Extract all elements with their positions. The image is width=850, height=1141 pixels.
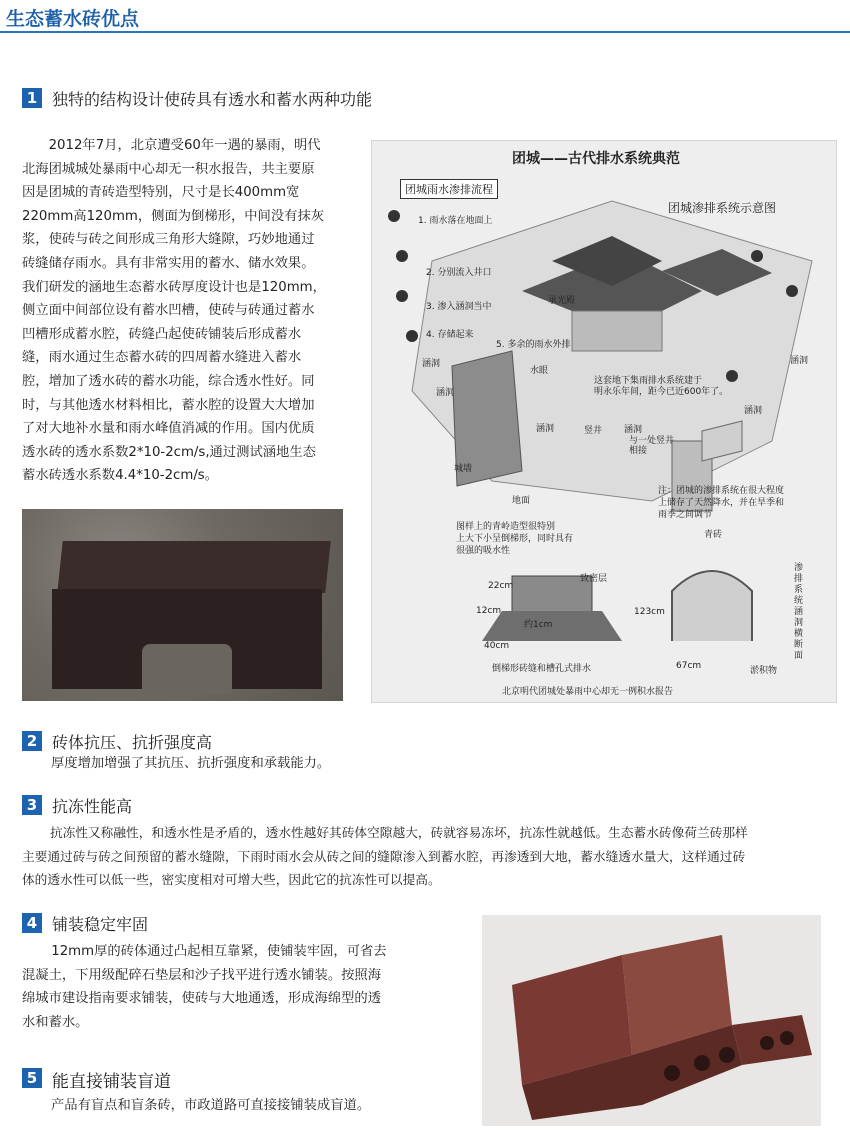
culvert-label: 涵洞 — [422, 359, 441, 369]
step-label: 2. 分别流入井口 — [426, 268, 492, 278]
paragraph-line: 腔，增加了透水砖的蓄水功能，综合透水性好。同 — [22, 373, 315, 389]
paragraph-line: 因是团城的青砖造型特别，尺寸是长400mm宽 — [22, 185, 300, 201]
page-title: 生态蓄水砖优点 — [6, 8, 140, 30]
paragraph-line: 抗冻性又称融性，和透水性是矛盾的，透水性越好其砖体空隙越大，砖就容易冻坏，抗冻性就越低。生态蓄水砖像荷兰砖那样 — [49, 825, 748, 840]
brick-top-face — [57, 541, 330, 593]
paragraph-line: 2012年7月，北京遭受60年一遇的暴雨，明代 — [48, 138, 321, 153]
paragraph-line: 透水砖的透水系数2*10-2cm/s,通过测试涵地生态 — [22, 444, 316, 460]
section-3-paragraph — [22, 821, 830, 892]
silt-label: 淤积物 — [750, 666, 778, 676]
paragraph-line: 凹槽形成蓄水腔，砖缝凸起使砖铺装后形成蓄水 — [22, 326, 302, 342]
wall-label: 城墙 — [454, 464, 473, 474]
paragraph-line: 浆，使砖与砖之间形成三角形大缝隙，巧妙地通过 — [22, 232, 315, 248]
note-text: 上储存了天然降水，并在旱季和 — [658, 498, 785, 508]
brick-notch — [142, 644, 232, 694]
section-title: 独特的结构设计使砖具有透水和蓄水两种功能 — [52, 90, 373, 109]
drainage-diagram — [371, 140, 837, 703]
paragraph-line: 水和蓄水。 — [22, 1014, 89, 1030]
diagram-subtitle: 团城渗排系统示意图 — [668, 201, 777, 215]
ground-label: 地面 — [512, 496, 531, 506]
system-note: 这套地下集雨排水系统建于 — [594, 376, 703, 386]
header-rule — [0, 31, 850, 33]
eye-label: 水眼 — [530, 366, 549, 376]
qingzhuan-label: 青砖 — [704, 530, 723, 540]
dimension-label: 22cm — [488, 581, 514, 591]
step-label: 5. 多余的雨水外排 — [496, 340, 571, 350]
paragraph-line: 我们研发的涵地生态蓄水砖厚度设计也是120mm， — [22, 279, 326, 295]
culvert-label: 涵洞 — [744, 406, 763, 416]
paragraph-line: 体的透水性可以低一些，密实度相对可增大些，因此它的抗冻性可以提高。 — [22, 872, 441, 888]
dimension-label: 123cm — [634, 607, 665, 617]
shaft-note: 与一处竖井 — [629, 436, 675, 446]
culvert-label: 涵洞 — [436, 388, 455, 398]
section-2-text: 厚度增加增强了其抗压、抗折强度和承载能力。 — [51, 756, 331, 771]
paragraph-line: 蓄水砖透水系数4.4*10-2cm/s。 — [22, 468, 219, 484]
note-text: 雨季之间调节 — [658, 510, 713, 520]
section-number: 1 — [22, 88, 42, 108]
dimension-label: 67cm — [676, 661, 702, 671]
system-note: 明永乐年间，距今已近600年了。 — [594, 387, 729, 397]
dimension-label: 约1cm — [524, 620, 553, 630]
diagram-caption: 倒梯形砖缝和槽孔式排水 — [492, 664, 592, 674]
section-title: 铺装稳定牢固 — [52, 915, 149, 934]
paragraph-line: 混凝土，下用级配碎石垫层和沙子找平进行透水铺装。按照海 — [22, 967, 382, 983]
culvert-label: 涵洞 — [624, 425, 643, 435]
paragraph-line: 绵城市建设指南要求铺装，使砖与大地通透，形成海绵型的透 — [22, 991, 382, 1007]
vertical-label: 渗排系统涵洞横断面 — [794, 563, 804, 661]
section-title: 抗冻性能高 — [52, 797, 133, 816]
dimension-label: 12cm — [476, 606, 502, 616]
shaft-note: 相接 — [629, 446, 648, 456]
section-number: 3 — [22, 795, 42, 815]
paragraph-line: 砖缝储存雨水。具有非常实用的蓄水、储水效果。 — [22, 255, 315, 271]
paragraph-line: 时，与其他透水材料相比，蓄水腔的设置大大增加 — [22, 397, 315, 413]
brick-note: 图样上的青岭造型很特别 — [456, 522, 556, 532]
culvert-label: 涵洞 — [790, 356, 809, 366]
note-text: 注：团城的渗排系统在很大程度 — [658, 486, 785, 496]
dimension-label: 40cm — [484, 641, 510, 651]
flow-title: 团城雨水渗排流程 — [400, 179, 498, 199]
hall-label: 承光殿 — [548, 296, 576, 306]
step-label: 1. 雨水落在地面上 — [418, 216, 493, 226]
culvert-label: 涵洞 — [536, 424, 555, 434]
section-number: 4 — [22, 913, 42, 933]
paragraph-line: 了对大地补水量和雨水峰值消减的作用。国内优质 — [22, 421, 315, 437]
paragraph-line: 主要通过砖与砖之间预留的蓄水缝隙，下雨时雨水会从砖之间的缝隙渗入到蓄水腔，再渗透到大地，蓄水缝透水量大，这样通过砖 — [22, 848, 746, 864]
page-header — [0, 0, 850, 36]
diagram-title: 团城——古代排水系统典范 — [512, 151, 680, 167]
shaft-label: 竖井 — [584, 426, 603, 436]
paragraph-line: 220mm高120mm，侧面为倒梯形，中间没有抹灰 — [22, 208, 325, 224]
section-1-paragraph — [22, 134, 344, 488]
step-label: 4. 存储起来 — [426, 330, 474, 340]
section-number: 2 — [22, 731, 42, 751]
paragraph-line: 缝，雨水通过生态蓄水砖的四周蓄水缝进入蓄水 — [22, 350, 302, 366]
diagram-caption: 北京明代团城处暴雨中心却无一例积水报告 — [502, 687, 674, 697]
section-4-paragraph — [22, 940, 462, 1034]
brick-note: 很强的吸水性 — [456, 546, 511, 556]
section-number: 5 — [22, 1068, 42, 1088]
paragraph-line: 侧立面中间部位设有蓄水凹槽，使砖与砖通过蓄水 — [22, 303, 315, 319]
dense-layer-label: 致密层 — [580, 574, 608, 584]
step-label: 3. 渗入涵洞当中 — [426, 302, 492, 312]
dark-brick-photo — [22, 509, 343, 701]
brick-note: 上大下小呈倒梯形，同时具有 — [456, 534, 574, 544]
section-5-text: 产品有盲点和盲条砖，市政道路可直接接铺装成盲道。 — [51, 1098, 371, 1113]
section-title: 砖体抗压、抗折强度高 — [52, 733, 213, 752]
paragraph-line: 北海团城城处暴雨中心却无一积水报告，共主要原 — [22, 161, 315, 177]
section-title: 能直接铺装盲道 — [52, 1072, 171, 1092]
paragraph-line: 12mm厚的砖体通过凸起相互靠紧，使铺装牢固，可省去 — [51, 944, 387, 959]
